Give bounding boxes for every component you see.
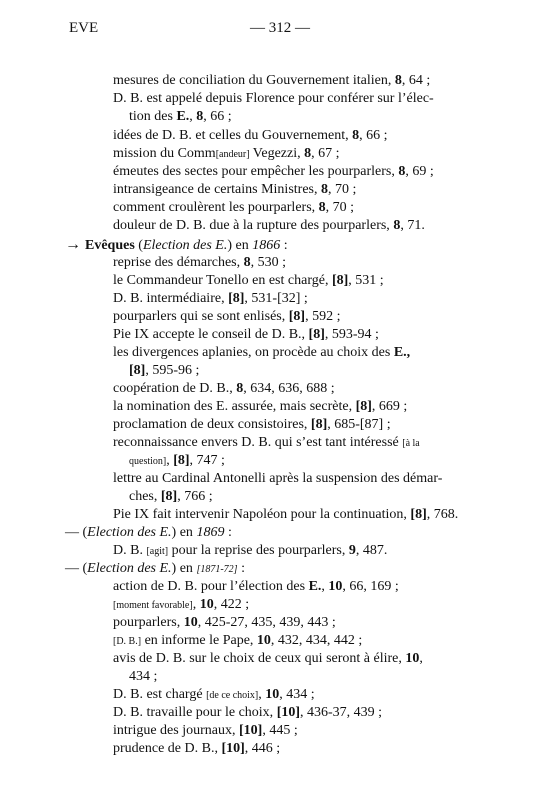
- text-run: pourparlers qui se sont enlisés,: [113, 309, 289, 324]
- text-run: ,: [189, 109, 197, 124]
- text-run: 8: [320, 182, 328, 197]
- text-run: 8: [243, 255, 251, 270]
- text-run: douleur de D. B. due à la rupture des pourparlers,: [113, 218, 394, 233]
- text-run: — (: [65, 561, 88, 576]
- text-run: [10]: [276, 705, 301, 720]
- text-run: le Commandeur Tonello en est chargé,: [113, 273, 332, 288]
- text-run: [8]: [129, 363, 146, 378]
- text-run: pourparlers,: [113, 615, 184, 630]
- index-line: [129, 452, 225, 471]
- text-run: reconnaissance envers D. B. qui s’est tant intéressé: [113, 435, 403, 450]
- index-line: [113, 740, 280, 758]
- text-run: 8: [394, 73, 402, 88]
- text-run: , 71.: [400, 218, 425, 233]
- text-run: Evêques: [85, 238, 135, 253]
- text-run: 8: [398, 164, 406, 179]
- text-run: , 70 ;: [325, 200, 355, 215]
- text-run: ,: [166, 453, 174, 468]
- text-run: , 531 ;: [348, 273, 384, 288]
- text-run: , 445 ;: [262, 723, 298, 738]
- index-line: [113, 470, 442, 488]
- index-line: [129, 108, 232, 126]
- index-line: [113, 434, 420, 453]
- text-run: [andeur]: [215, 149, 250, 160]
- text-run: [8]: [308, 327, 325, 342]
- text-run: D. B. est appelé depuis Florence pour conférer sur l’élec-: [113, 91, 434, 106]
- text-run: [agit]: [146, 546, 169, 557]
- text-run: 8: [318, 200, 326, 215]
- text-run: 9: [348, 543, 356, 558]
- index-line: [113, 416, 391, 434]
- text-run: , 747 ;: [189, 453, 225, 468]
- text-run: [moment favorable]: [113, 600, 193, 611]
- index-line: [113, 380, 335, 398]
- index-line: [113, 326, 379, 344]
- text-run: E.,: [393, 345, 411, 360]
- index-line: [113, 632, 362, 651]
- text-run: question]: [129, 456, 167, 467]
- text-run: , 432, 434, 442 ;: [270, 633, 363, 648]
- text-run: [10]: [221, 741, 245, 756]
- index-line: [113, 506, 458, 524]
- index-line: [113, 704, 382, 722]
- text-run: :: [224, 525, 232, 540]
- text-run: Pie IX accepte le conseil de D. B.,: [113, 327, 309, 342]
- text-run: , 766 ;: [177, 489, 213, 504]
- index-line: [113, 254, 286, 272]
- text-run: émeutes des sectes pour empêcher les pourparlers,: [113, 164, 399, 179]
- text-run: , 66 ;: [359, 128, 388, 143]
- text-run: 8: [196, 109, 204, 124]
- text-run: [8]: [228, 291, 245, 306]
- index-line: [113, 145, 340, 164]
- text-run: comment croulèrent les pourparlers,: [113, 200, 319, 215]
- text-run: (: [134, 238, 143, 253]
- text-run: intrigue des journaux,: [113, 723, 239, 738]
- text-run: :: [237, 561, 245, 576]
- index-line: [65, 560, 245, 579]
- text-run: D. B. est chargé: [113, 687, 207, 702]
- text-run: :: [280, 238, 288, 253]
- text-run: — (: [65, 525, 88, 540]
- text-run: E.: [308, 579, 322, 594]
- text-run: [8]: [173, 453, 190, 468]
- text-run: pour la reprise des pourparlers,: [168, 543, 349, 558]
- text-run: intransigeance de certains Ministres,: [113, 182, 321, 197]
- text-run: [10]: [238, 723, 263, 738]
- text-run: Election des E.: [87, 525, 172, 540]
- text-run: [à la: [402, 438, 420, 449]
- index-line: [129, 488, 213, 506]
- text-run: ,: [321, 579, 329, 594]
- text-run: , 530 ;: [250, 255, 286, 270]
- text-run: D. B. travaille pour le choix,: [113, 705, 277, 720]
- text-run: [8]: [410, 507, 427, 522]
- text-run: , 768.: [426, 507, 459, 522]
- text-run: D. B.: [113, 543, 147, 558]
- text-run: Vegezzi,: [249, 146, 305, 161]
- text-run: , 685-[87] ;: [327, 417, 391, 432]
- text-run: avis de D. B. sur le choix de ceux qui seront à élire,: [113, 651, 406, 666]
- index-line: [113, 542, 387, 561]
- text-run: 8: [236, 381, 244, 396]
- text-run: action de D. B. pour l’élection des: [113, 579, 309, 594]
- text-run: , 595-96 ;: [145, 363, 200, 378]
- text-run: , 531-[32] ;: [244, 291, 308, 306]
- text-run: 10: [405, 651, 420, 666]
- text-run: [8]: [288, 309, 306, 324]
- index-line: [129, 668, 157, 686]
- index-line: [65, 524, 232, 542]
- text-run: 434 ;: [129, 669, 158, 684]
- text-run: Pie IX fait intervenir Napoléon pour la continuation,: [113, 507, 411, 522]
- text-run: 1869: [196, 525, 225, 540]
- text-run: 10: [328, 579, 343, 594]
- index-line: [113, 90, 434, 108]
- text-run: tion des: [129, 109, 177, 124]
- index-line: [113, 344, 410, 362]
- text-run: , 593-94 ;: [324, 327, 379, 342]
- running-head: EVE: [69, 20, 99, 36]
- text-run: ,: [419, 651, 423, 666]
- arrow-icon: →: [65, 236, 85, 253]
- text-run: 10: [183, 615, 198, 630]
- index-line: [113, 578, 399, 596]
- text-run: prudence de D. B.,: [113, 741, 222, 756]
- text-run: , 67 ;: [311, 146, 340, 161]
- text-run: Election des E.: [142, 238, 228, 253]
- text-run: lettre au Cardinal Antonelli après la suspension des démar-: [113, 471, 443, 486]
- text-run: [D. B.]: [113, 636, 142, 647]
- text-run: [de ce choix]: [206, 690, 259, 701]
- index-line: [113, 398, 407, 416]
- text-run: idées de D. B. et celles du Gouvernement,: [113, 128, 353, 143]
- text-run: ) en: [171, 525, 197, 540]
- index-line: [113, 72, 430, 90]
- text-run: Election des E.: [87, 561, 172, 576]
- index-line: [113, 308, 340, 326]
- index-line: [113, 199, 354, 217]
- text-run: ) en: [171, 561, 197, 576]
- text-run: 10: [199, 597, 214, 612]
- text-run: les divergences aplanies, on procède au choix des: [113, 345, 394, 360]
- text-run: proclamation de deux consistoires,: [113, 417, 311, 432]
- text-run: [8]: [355, 399, 372, 414]
- text-run: , 425-27, 435, 439, 443 ;: [197, 615, 336, 630]
- text-run: E.: [176, 109, 190, 124]
- text-run: 10: [256, 633, 271, 648]
- text-run: 8: [393, 218, 401, 233]
- index-line: [113, 163, 434, 181]
- text-run: coopération de D. B.,: [113, 381, 237, 396]
- index-line: [113, 722, 298, 740]
- text-run: , 592 ;: [305, 309, 341, 324]
- text-run: , 70 ;: [327, 182, 357, 197]
- text-run: [8]: [310, 417, 328, 432]
- text-run: , 64 ;: [401, 73, 431, 88]
- text-run: , 634, 636, 688 ;: [243, 381, 335, 396]
- text-run: [8]: [331, 273, 349, 288]
- text-run: , 69 ;: [405, 164, 434, 179]
- index-line: [113, 650, 423, 668]
- text-run: la nomination des E. assurée, mais secrète,: [113, 399, 356, 414]
- text-run: , 487.: [355, 543, 388, 558]
- page-number: — 312 —: [250, 20, 310, 36]
- entry-heading: [65, 236, 288, 255]
- index-line: [113, 596, 249, 615]
- text-run: , 66, 169 ;: [342, 579, 399, 594]
- text-run: 10: [265, 687, 280, 702]
- text-run: ches,: [129, 489, 161, 504]
- index-line: [113, 272, 384, 290]
- text-run: [1871-72]: [196, 564, 238, 575]
- text-run: mesures de conciliation du Gouvernement italien,: [113, 73, 395, 88]
- text-run: mission du Comm: [113, 146, 216, 161]
- text-run: , 669 ;: [371, 399, 408, 414]
- index-line: [113, 686, 315, 705]
- text-run: , 434 ;: [279, 687, 315, 702]
- index-line: [129, 362, 199, 380]
- index-line: [113, 127, 387, 145]
- text-run: ,: [192, 597, 200, 612]
- text-run: , 436-37, 439 ;: [300, 705, 383, 720]
- text-run: , 422 ;: [213, 597, 250, 612]
- text-run: D. B. intermédiaire,: [113, 291, 229, 306]
- index-line: [113, 217, 425, 235]
- index-line: [113, 614, 336, 632]
- text-run: ) en: [227, 238, 253, 253]
- text-run: ,: [258, 687, 266, 702]
- text-run: , 66 ;: [203, 109, 232, 124]
- text-run: 8: [304, 146, 312, 161]
- index-line: [113, 181, 356, 199]
- text-run: [8]: [160, 489, 178, 504]
- text-run: , 446 ;: [244, 741, 281, 756]
- text-run: reprise des démarches,: [113, 255, 244, 270]
- text-run: en informe le Pape,: [141, 633, 257, 648]
- text-run: 8: [352, 128, 360, 143]
- index-line: [113, 290, 308, 308]
- text-run: 1866: [252, 238, 281, 253]
